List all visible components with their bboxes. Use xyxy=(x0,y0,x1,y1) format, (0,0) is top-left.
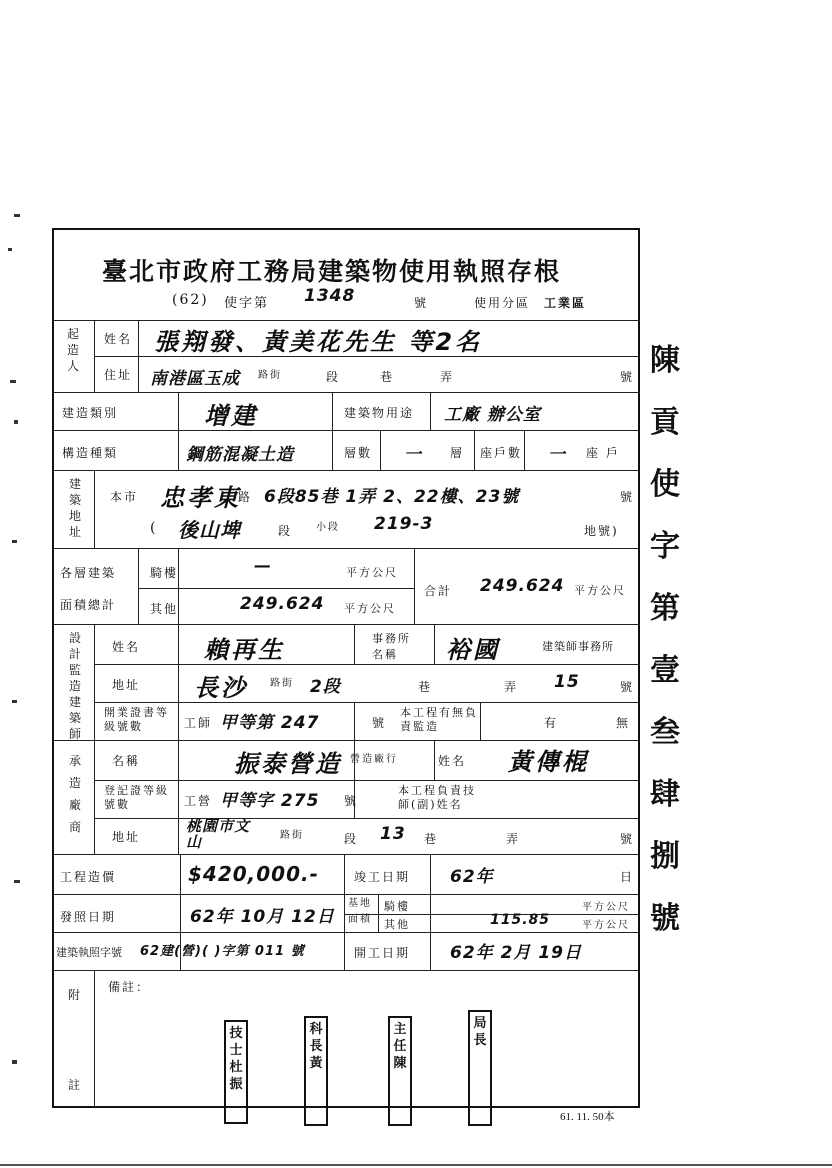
site-address-rest: 6段85巷 1弄 2、22樓、23號 xyxy=(264,487,520,507)
stamp-commissioner-text: 局長 xyxy=(473,1016,487,1048)
margin-text xyxy=(650,330,690,950)
floors-value: 一 xyxy=(404,445,422,465)
area-section-label-1: 各層建築 xyxy=(60,566,117,580)
contractor-engineer-label: 本工程負責技師(副)姓名 xyxy=(398,784,476,811)
start-value: 62年 2月 19日 xyxy=(450,943,582,963)
category-label: 建造類別 xyxy=(62,406,119,420)
site-other-label: 其他 xyxy=(384,918,410,931)
designer-cert-suffix: 號 xyxy=(372,716,387,730)
households-unit: 座 戶 xyxy=(586,446,620,460)
designer-office-suffix: 建築師事務所 xyxy=(542,640,614,653)
license-number: 1348 xyxy=(304,286,356,306)
license-suffix: 號 xyxy=(414,296,429,310)
designer-section-label: 設計監造建築師 xyxy=(68,631,81,741)
contractor-addr-xiang: 巷 xyxy=(424,832,439,846)
permit-label: 建築執照字號 xyxy=(56,946,122,959)
designer-address: 長沙 xyxy=(194,674,248,702)
use-value: 工廠 辦公室 xyxy=(444,405,541,425)
site-city: 本市 xyxy=(110,490,139,504)
applicant-address-label: 住址 xyxy=(104,368,133,382)
site-arcade-label: 騎樓 xyxy=(384,900,410,913)
contractor-addr-hao: 號 xyxy=(620,832,635,846)
license-prefix: 使字第 xyxy=(224,296,270,311)
households-label: 座戶數 xyxy=(480,446,523,460)
designer-cert-prefix: 工師 xyxy=(184,716,213,730)
designer-supervise-suffix: 無 xyxy=(616,716,631,730)
applicant-address-road: 路街 xyxy=(258,370,282,381)
applicant-addr-hao: 號 xyxy=(620,370,635,384)
site-area-label: 基地面積 xyxy=(348,898,372,925)
contractor-addr-nong: 弄 xyxy=(506,832,521,846)
site-road-unit: 路 xyxy=(238,490,253,504)
area-arcade-unit: 平方公尺 xyxy=(346,566,398,579)
completion-day: 日 xyxy=(620,870,635,884)
scan-speck xyxy=(14,880,20,883)
notes-label-bottom: 註 xyxy=(68,1078,83,1092)
structure-value: 鋼筋混凝土造 xyxy=(186,445,294,465)
zone-value: 工業區 xyxy=(544,296,587,310)
use-label: 建築物用途 xyxy=(344,406,415,420)
contractor-addr-duan: 段 xyxy=(344,832,359,846)
floors-unit: 層 xyxy=(450,446,465,460)
stamp-section-chief xyxy=(304,1016,328,1126)
site-lot-label: 小段 xyxy=(316,522,340,533)
contractor-address-road: 路街 xyxy=(280,830,304,841)
contractor-owner-label: 姓名 xyxy=(438,754,467,768)
site-district-unit: 段 xyxy=(278,524,293,538)
area-arcade-label: 騎樓 xyxy=(150,566,179,580)
scan-speck xyxy=(12,700,17,703)
floors-label: 層數 xyxy=(344,446,373,460)
site-district-open: ( xyxy=(150,520,158,536)
site-district: 後山埤 xyxy=(178,518,241,542)
contractor-address: 桃園市文山 xyxy=(186,817,251,851)
applicant-addr-nong: 弄 xyxy=(440,370,455,384)
site-lot: 219-3 xyxy=(374,514,434,534)
contractor-section-label: 承造廠商 xyxy=(68,754,81,834)
designer-name: 賴再生 xyxy=(204,636,285,664)
site-arcade-unit: 平方公尺 xyxy=(582,902,630,913)
contractor-address-lane: 13 xyxy=(380,824,406,844)
area-total-unit: 平方公尺 xyxy=(574,584,626,597)
designer-addr-xiang: 巷 xyxy=(418,680,433,694)
scan-edge xyxy=(0,1164,832,1166)
designer-address-label: 地址 xyxy=(112,678,141,692)
designer-addr-hao: 號 xyxy=(620,680,635,694)
site-road: 忠孝東 xyxy=(160,484,241,512)
scan-speck xyxy=(10,380,16,383)
category-value: 增建 xyxy=(204,402,258,430)
site-lot-suffix: 地號) xyxy=(584,524,619,538)
completion-label: 竣工日期 xyxy=(354,870,411,884)
contractor-name-suffix: 營造廠行 xyxy=(350,754,398,765)
stamp-section-chief-text: 科長 黃 xyxy=(309,1022,323,1071)
area-total-value: 249.624 xyxy=(480,576,565,596)
designer-office: 裕國 xyxy=(446,636,500,664)
margin-text-content: 陳貢使字第壹叁肆捌號 xyxy=(650,343,680,936)
site-other-value: 115.85 xyxy=(490,912,551,928)
stamp-technician xyxy=(224,1020,248,1124)
notes-label-top: 附 xyxy=(68,988,83,1002)
area-section-label-2: 面積總計 xyxy=(60,598,117,612)
zone-label: 使用分區 xyxy=(474,296,531,310)
designer-address-no: 15 xyxy=(554,672,580,692)
permit-value: 62建(營)( )字第 011 號 xyxy=(140,944,305,959)
scan-speck xyxy=(14,214,20,217)
contractor-cert-label: 登記證等級號數 xyxy=(104,784,169,811)
contractor-name-label: 名稱 xyxy=(112,754,141,768)
form-title: 臺北市政府工務局建築物使用執照存根 xyxy=(102,257,562,286)
start-label: 開工日期 xyxy=(354,946,411,960)
stamp-technician-text: 技士杜振 xyxy=(229,1026,243,1092)
applicant-name-label: 姓名 xyxy=(104,332,133,346)
site-other-unit: 平方公尺 xyxy=(582,920,630,931)
scan-speck xyxy=(14,420,18,424)
contractor-cert-prefix: 工營 xyxy=(184,794,213,808)
designer-cert-value: 甲等第 247 xyxy=(220,713,320,733)
contractor-name: 振泰營造 xyxy=(234,750,342,778)
stamp-director-text: 主任 陳 xyxy=(393,1022,407,1071)
contractor-cert-value: 甲等字 275 xyxy=(220,791,320,811)
designer-supervise-value: 有 xyxy=(544,716,559,730)
license-year: (62) xyxy=(172,292,209,308)
applicant-section-label: 起造人 xyxy=(66,327,79,373)
designer-address-section: 2段 xyxy=(310,677,341,697)
area-other-value: 249.624 xyxy=(240,594,325,614)
scan-speck xyxy=(12,540,17,543)
form-footer: 61. 11. 50本 xyxy=(560,1111,615,1123)
site-section-label: 建築地址 xyxy=(68,477,81,539)
households-value: 一 xyxy=(548,445,566,465)
contractor-owner: 黃傳棍 xyxy=(508,748,589,776)
applicant-name: 張翔發、黃美花先生 等2名 xyxy=(154,328,483,356)
remark-label: 備註： xyxy=(108,980,151,994)
license-form xyxy=(52,228,640,1108)
contractor-address-label: 地址 xyxy=(112,830,141,844)
designer-addr-nong: 弄 xyxy=(504,680,519,694)
applicant-address: 南港區玉成 xyxy=(150,369,240,389)
stamp-commissioner xyxy=(468,1010,492,1126)
area-other-label: 其他 xyxy=(150,602,179,616)
issue-label: 發照日期 xyxy=(60,910,117,924)
designer-name-label: 姓名 xyxy=(112,640,141,654)
designer-supervise-label: 本工程有無負責監造 xyxy=(400,706,478,733)
designer-office-label: 事務所名稱 xyxy=(372,632,411,661)
applicant-addr-xiang: 巷 xyxy=(380,370,395,384)
designer-address-road: 路街 xyxy=(270,678,294,689)
scan-speck xyxy=(8,248,12,251)
area-total-label: 合計 xyxy=(424,584,453,598)
cost-label: 工程造價 xyxy=(60,870,117,884)
scan-speck xyxy=(12,1060,17,1064)
completion-value: 62年 xyxy=(450,867,494,887)
site-end: 號 xyxy=(620,490,635,504)
issue-value: 62年 10月 12日 xyxy=(190,907,335,927)
contractor-cert-suffix: 號 xyxy=(344,794,359,808)
structure-label: 構造種類 xyxy=(62,446,119,460)
designer-cert-label: 開業證書等級號數 xyxy=(104,706,169,733)
stamp-director xyxy=(388,1016,412,1126)
cost-value: $420,000.- xyxy=(188,862,319,886)
area-arcade-value: — xyxy=(254,556,272,576)
area-other-unit: 平方公尺 xyxy=(344,602,396,615)
applicant-addr-duan: 段 xyxy=(326,370,341,384)
